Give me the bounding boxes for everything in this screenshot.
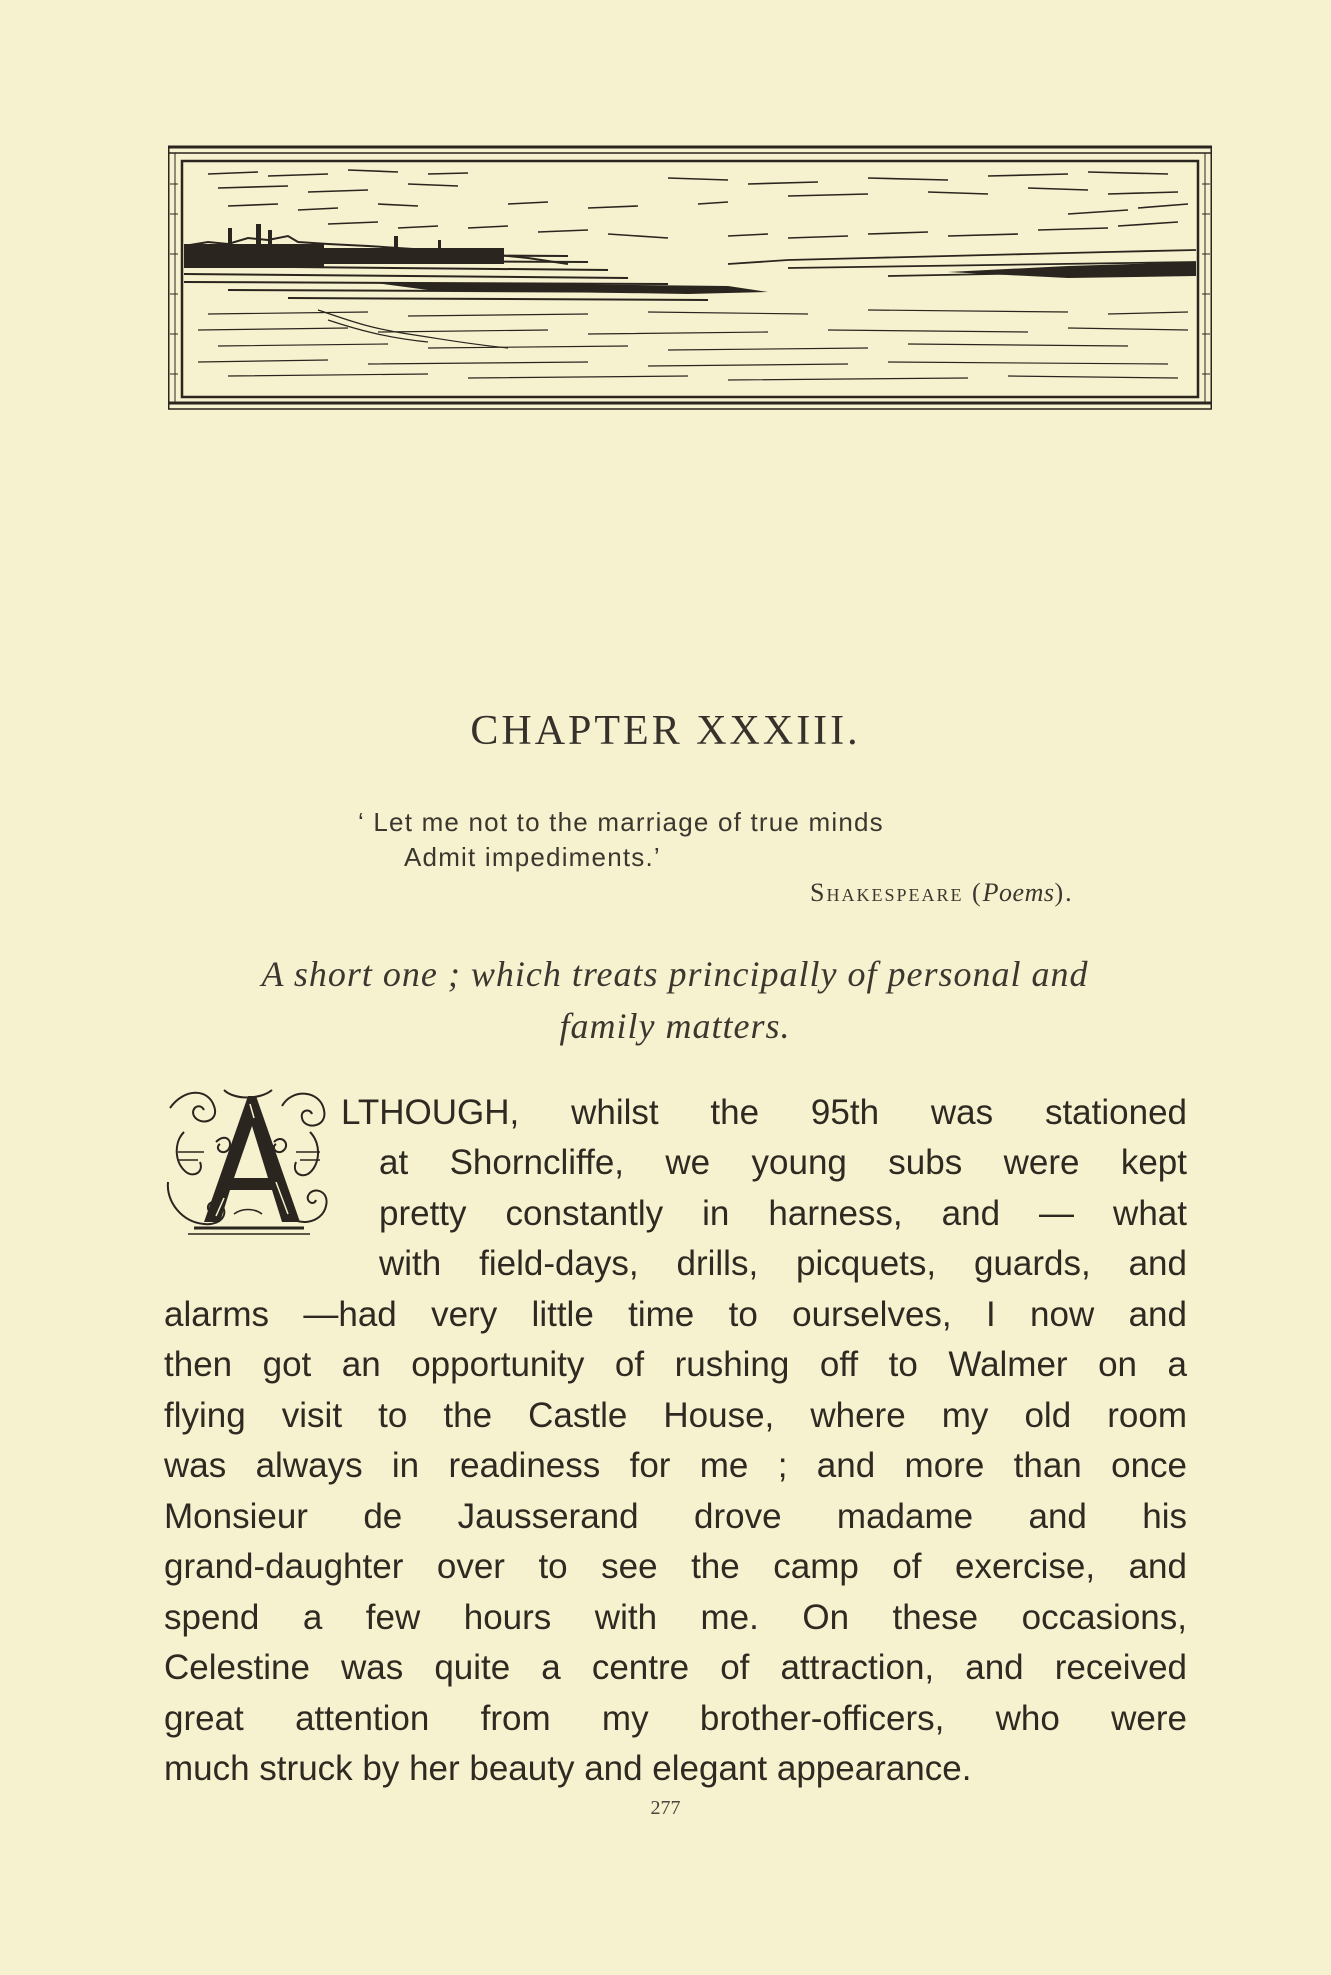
chapter-heading: CHAPTER XXXIII. bbox=[470, 708, 861, 754]
body-line: great attention from my brother-officers, who were bbox=[164, 1699, 1187, 1738]
epigraph-author: Shakespeare bbox=[810, 878, 964, 907]
epigraph bbox=[358, 805, 1158, 875]
summary-line: A short one ; which treats principally of personal and bbox=[261, 954, 1089, 994]
body-line: was always in readiness for me ; and more than once bbox=[164, 1446, 1187, 1485]
epigraph-line: Admit impediments.’ bbox=[404, 842, 661, 872]
epigraph-line: ‘ Let me not to the marriage of true minds bbox=[358, 807, 884, 837]
body-line: then got an opportunity of rushing off to Walmer on a bbox=[164, 1345, 1187, 1384]
body-line: Celestine was quite a centre of attraction, and received bbox=[164, 1648, 1187, 1687]
body-line: much struck by her beauty and elegant appearance. bbox=[164, 1749, 972, 1788]
epigraph-work-open: ( bbox=[971, 878, 983, 907]
chapter-summary bbox=[160, 948, 1190, 1052]
page-number: 277 bbox=[650, 1797, 681, 1819]
body-line: LTHOUGH, whilst the 95th was stationed bbox=[341, 1093, 1187, 1132]
body-line: grand-daughter over to see the camp of exercise, and bbox=[164, 1547, 1187, 1586]
epigraph-work: Poems bbox=[982, 878, 1055, 907]
body-line: with field-days, drills, picquets, guards, and bbox=[379, 1244, 1187, 1283]
body-line: spend a few hours with me. On these occasions, bbox=[164, 1598, 1187, 1637]
body-line: pretty constantly in harness, and — what bbox=[379, 1194, 1187, 1233]
chapter-head-vignette bbox=[168, 144, 1212, 414]
body-line: flying visit to the Castle House, where my old room bbox=[164, 1396, 1187, 1435]
body-line: at Shorncliffe, we young subs were kept bbox=[379, 1143, 1187, 1182]
summary-line: family matters. bbox=[559, 1006, 791, 1046]
epigraph-attribution bbox=[810, 878, 1074, 908]
body-line: Monsieur de Jausserand drove madame and his bbox=[164, 1497, 1187, 1536]
drop-cap-ornament bbox=[164, 1082, 332, 1236]
body-line: alarms —had very little time to ourselves, I now and bbox=[164, 1295, 1187, 1334]
epigraph-work-close: ). bbox=[1054, 878, 1074, 907]
